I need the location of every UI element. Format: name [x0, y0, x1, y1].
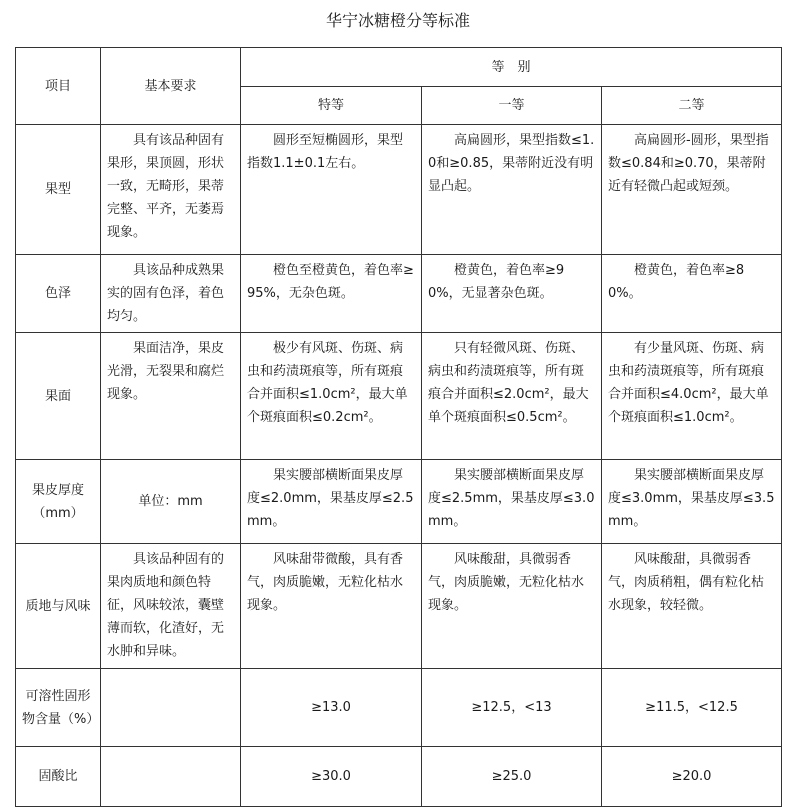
row-item: 固酸比 [16, 747, 101, 807]
row-second: 风味酸甜，具微弱香气，肉质稍粗，偶有粒化枯水现象，较轻微。 [602, 544, 782, 669]
header-first: 一等 [422, 87, 602, 125]
row-first: ≥12.5，<13 [422, 669, 602, 747]
row-special: ≥13.0 [241, 669, 422, 747]
header-second: 二等 [602, 87, 782, 125]
row-second: 果实腰部横断面果皮厚度≤3.0mm，果基皮厚≤3.5mm。 [602, 460, 782, 544]
header-grade: 等 别 [241, 48, 782, 87]
row-special: 风味甜带微酸，具有香气，肉质脆嫩，无粒化枯水现象。 [241, 544, 422, 669]
row-item: 果皮厚度（mm） [16, 460, 101, 544]
row-basic: 单位：mm [101, 460, 241, 544]
row-first: 果实腰部横断面果皮厚度≤2.5mm，果基皮厚≤3.0mm。 [422, 460, 602, 544]
row-basic [101, 747, 241, 807]
row-special: 极少有风斑、伤斑、病虫和药渍斑痕等，所有斑痕合并面积≤1.0cm²，最大单个斑痕面积≤0.2cm²。 [241, 333, 422, 460]
row-first: 风味酸甜，具微弱香气，肉质脆嫩，无粒化枯水现象。 [422, 544, 602, 669]
row-second: ≥20.0 [602, 747, 782, 807]
row-item: 色泽 [16, 255, 101, 333]
row-first: 高扁圆形，果型指数≤1.0和≥0.85，果蒂附近没有明显凸起。 [422, 125, 602, 255]
row-first: 橙黄色，着色率≥90%，无显著杂色斑。 [422, 255, 602, 333]
table-row [16, 544, 782, 669]
header-row [16, 48, 782, 87]
table-row [16, 125, 782, 255]
grading-table [15, 47, 782, 807]
table-row [16, 460, 782, 544]
row-first: 只有轻微风斑、伤斑、病虫和药渍斑痕等，所有斑痕合并面积≤2.0cm²，最大单个斑痕面积≤0.5cm²。 [422, 333, 602, 460]
row-item: 可溶性固形物含量（%） [16, 669, 101, 747]
table-row [16, 747, 782, 807]
header-item: 项目 [16, 48, 101, 125]
header-basic: 基本要求 [101, 48, 241, 125]
row-second: 有少量风斑、伤斑、病虫和药渍斑痕等，所有斑痕合并面积≤4.0cm²，最大单个斑痕面积≤1.0cm²。 [602, 333, 782, 460]
row-item: 质地与风味 [16, 544, 101, 669]
row-item: 果面 [16, 333, 101, 460]
row-special: 果实腰部横断面果皮厚度≤2.0mm，果基皮厚≤2.5mm。 [241, 460, 422, 544]
row-basic: 具该品种成熟果实的固有色泽，着色均匀。 [101, 255, 241, 333]
row-special: 圆形至短椭圆形，果型指数1.1±0.1左右。 [241, 125, 422, 255]
row-second: ≥11.5，<12.5 [602, 669, 782, 747]
table-row [16, 255, 782, 333]
row-basic: 具该品种固有的果肉质地和颜色特征，风味较浓，囊壁薄而软，化渣好，无水肿和异味。 [101, 544, 241, 669]
header-special: 特等 [241, 87, 422, 125]
page-title: 华宁冰糖橙分等标准 [325, 11, 470, 30]
row-special: 橙色至橙黄色，着色率≥95%，无杂色斑。 [241, 255, 422, 333]
row-first: ≥25.0 [422, 747, 602, 807]
row-basic: 具有该品种固有果形，果顶圆，形状一致，无畸形，果蒂完整、平齐，无萎焉现象。 [101, 125, 241, 255]
row-basic: 果面洁净，果皮光滑，无裂果和腐烂现象。 [101, 333, 241, 460]
row-basic [101, 669, 241, 747]
row-second: 橙黄色，着色率≥80%。 [602, 255, 782, 333]
row-second: 高扁圆形-圆形，果型指数≤0.84和≥0.70，果蒂附近有轻微凸起或短颈。 [602, 125, 782, 255]
table-row [16, 333, 782, 460]
table-row [16, 669, 782, 747]
row-special: ≥30.0 [241, 747, 422, 807]
row-item: 果型 [16, 125, 101, 255]
